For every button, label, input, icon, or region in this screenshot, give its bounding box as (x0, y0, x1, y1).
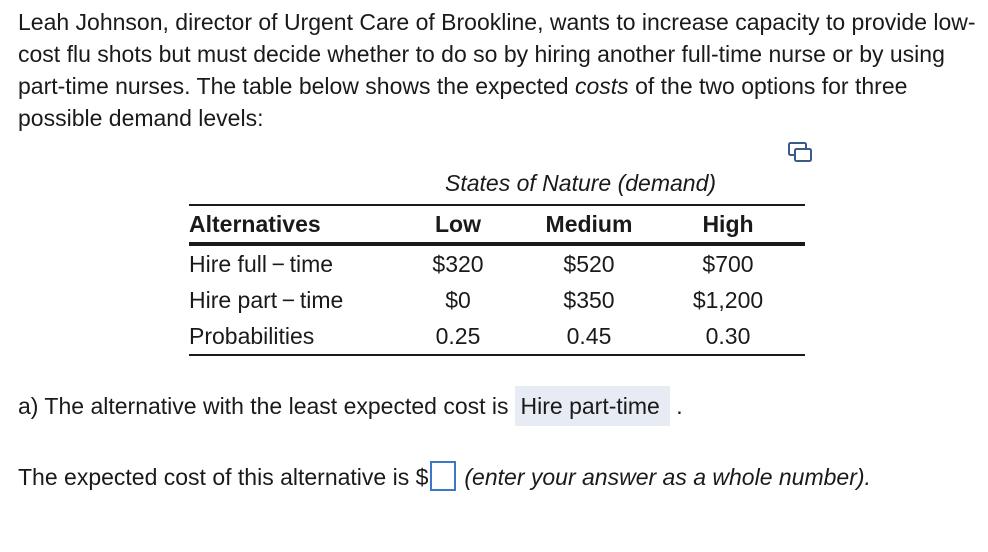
table-cell: 0.25 (435, 322, 481, 349)
intro-text-1: Leah Johnson, director of Urgent Care of Brookline, wants to increase capacity to provide low-cost flu shots but must decide whether to do so by hiring another full-time nurse or by using part-time nurses. The table below shows the expected (18, 9, 976, 99)
question-b-prompt: The expected cost of this alternative is $ (18, 464, 429, 490)
question-a-period: . (676, 393, 683, 419)
header-high: High (702, 210, 754, 237)
expected-cost-input[interactable] (430, 461, 456, 491)
table-row (189, 318, 805, 355)
question-a (18, 386, 683, 426)
copy-table-icon[interactable] (787, 141, 813, 163)
intro-text-2: of the two options for three possible demand levels: (18, 73, 908, 131)
cost-table (189, 204, 805, 356)
problem-statement (18, 6, 978, 134)
table-row (189, 244, 805, 282)
table-cell: $520 (563, 250, 615, 277)
answer-hint: (enter your answer as a whole number). (464, 464, 871, 490)
table-header-row (189, 205, 805, 244)
table-row (189, 282, 805, 318)
table-cell: $320 (432, 250, 484, 277)
question-a-prompt: a) The alternative with the least expected cost is (18, 393, 509, 419)
header-medium: Medium (545, 210, 633, 237)
table-cell: 0.30 (705, 322, 751, 349)
row-label-full-time: Hire full − time (189, 250, 334, 277)
table-cell: $0 (445, 286, 471, 313)
table-cell: $350 (563, 286, 615, 313)
answer-dropdown[interactable]: Hire part-time (515, 386, 670, 426)
states-of-nature-title: States of Nature (demand) (445, 170, 717, 196)
question-b (18, 458, 958, 496)
table-cell: $700 (702, 250, 754, 277)
header-low: Low (435, 210, 481, 237)
header-alternatives: Alternatives (189, 210, 321, 237)
table-cell: 0.45 (566, 322, 612, 349)
row-label-part-time: Hire part − time (189, 286, 344, 313)
table-cell: $1,200 (692, 286, 764, 313)
row-label-probabilities: Probabilities (189, 322, 315, 349)
intro-italic-costs: costs (575, 73, 629, 99)
